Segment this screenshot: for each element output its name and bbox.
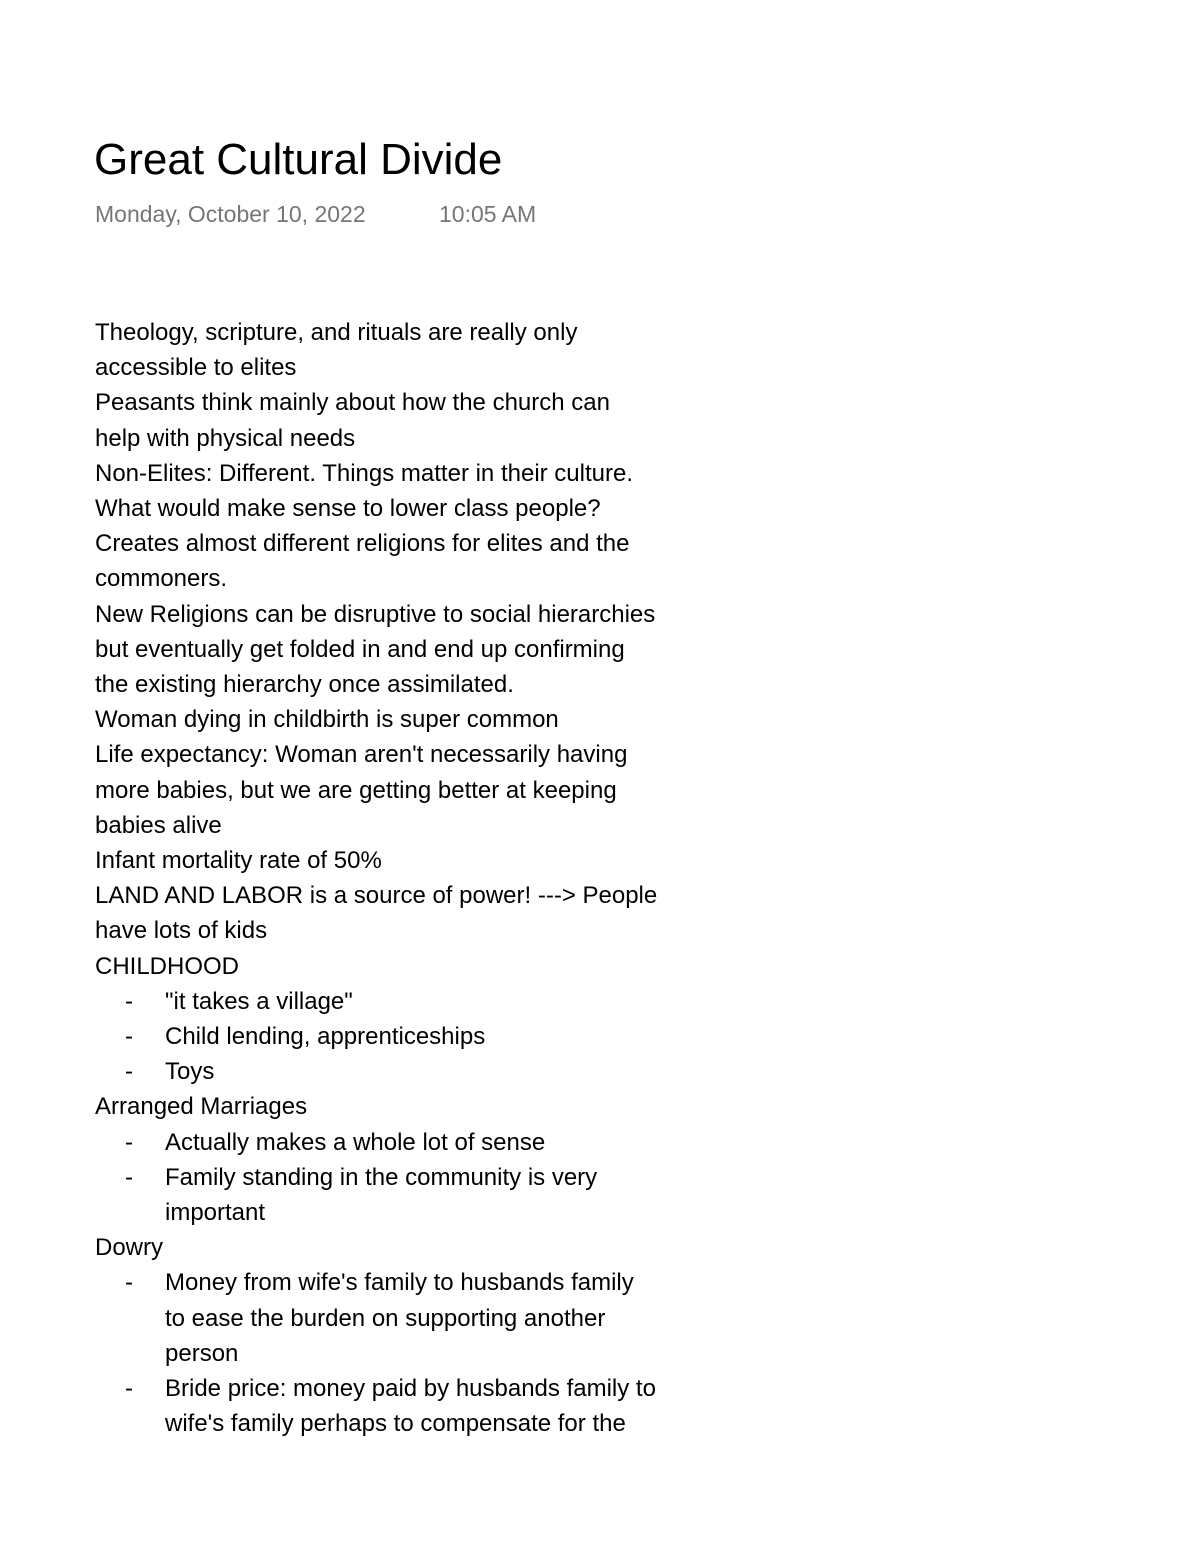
- page-title: Great Cultural Divide: [94, 135, 503, 184]
- paragraph: [95, 878, 735, 948]
- text-line: to ease the burden on supporting another: [165, 1304, 606, 1332]
- bullet-item: [95, 1371, 735, 1441]
- bullet-item: [95, 1054, 735, 1089]
- bullet-marker: -: [125, 1269, 133, 1297]
- paragraph: [95, 702, 735, 737]
- bullet-marker: -: [125, 1058, 133, 1086]
- text-line: babies alive: [95, 811, 222, 839]
- text-line: Life expectancy: Woman aren't necessarily having: [95, 741, 628, 769]
- text-line: New Religions can be disruptive to social hierarchies: [95, 600, 656, 628]
- section-childhood: [95, 949, 735, 1090]
- paragraph: [95, 315, 735, 385]
- paragraph: [95, 843, 735, 878]
- text-line: Toys: [165, 1058, 215, 1086]
- section-heading: Arranged Marriages: [95, 1093, 308, 1121]
- text-line: wife's family perhaps to compensate for the: [165, 1410, 626, 1438]
- text-line: help with physical needs: [95, 424, 356, 452]
- bullet-item: [95, 1125, 735, 1160]
- text-line: more babies, but we are getting better at keeping: [95, 776, 617, 804]
- paragraph: [95, 526, 735, 596]
- note-time: 10:05 AM: [439, 201, 537, 227]
- text-line: Theology, scripture, and rituals are really only: [95, 319, 578, 346]
- bullet-item: [95, 1019, 735, 1054]
- text-line: the existing hierarchy once assimilated.: [95, 671, 514, 699]
- text-line: accessible to elites: [95, 354, 297, 382]
- text-line: What would make sense to lower class people?: [95, 495, 601, 523]
- bullet-marker: -: [125, 1163, 133, 1191]
- section-dowry: [95, 1230, 735, 1441]
- note-metadata: [95, 199, 537, 229]
- bullet-item: [95, 1265, 735, 1371]
- text-line: Peasants think mainly about how the church can: [95, 389, 610, 417]
- bullet-marker: -: [125, 987, 133, 1015]
- bullet-item: [95, 984, 735, 1019]
- text-line: Infant mortality rate of 50%: [95, 847, 382, 875]
- paragraph: [95, 456, 735, 491]
- text-line: Actually makes a whole lot of sense: [165, 1128, 546, 1156]
- text-line: Woman dying in childbirth is super common: [95, 706, 559, 734]
- paragraph: [95, 597, 735, 703]
- text-line: "it takes a village": [165, 987, 353, 1015]
- bullet-marker: -: [125, 1128, 133, 1156]
- section-heading: Dowry: [95, 1234, 164, 1262]
- text-line: but eventually get folded in and end up confirming: [95, 635, 625, 663]
- text-line: Money from wife's family to husbands family: [165, 1269, 634, 1297]
- paragraph: [95, 737, 735, 843]
- text-line: Non-Elites: Different. Things matter in their culture.: [95, 459, 634, 487]
- paragraph: [95, 385, 735, 455]
- section-heading: CHILDHOOD: [95, 952, 240, 980]
- bullet-marker: -: [125, 1023, 133, 1051]
- paragraph: [95, 491, 735, 526]
- text-line: have lots of kids: [95, 917, 268, 945]
- text-line: person: [165, 1339, 239, 1367]
- text-line: LAND AND LABOR is a source of power! ---> People: [95, 882, 658, 910]
- text-line: Creates almost different religions for elites and the: [95, 530, 630, 558]
- bullet-item: [95, 1160, 735, 1230]
- section-arranged-marriages: [95, 1089, 735, 1230]
- text-line: Family standing in the community is very: [165, 1163, 598, 1191]
- text-line: Bride price: money paid by husbands family to: [165, 1375, 656, 1403]
- note-body: [95, 315, 735, 1442]
- text-line: commoners.: [95, 565, 228, 593]
- text-line: important: [165, 1199, 266, 1227]
- bullet-marker: -: [125, 1375, 133, 1403]
- note-date: Monday, October 10, 2022: [95, 201, 366, 227]
- text-line: Child lending, apprenticeships: [165, 1023, 486, 1051]
